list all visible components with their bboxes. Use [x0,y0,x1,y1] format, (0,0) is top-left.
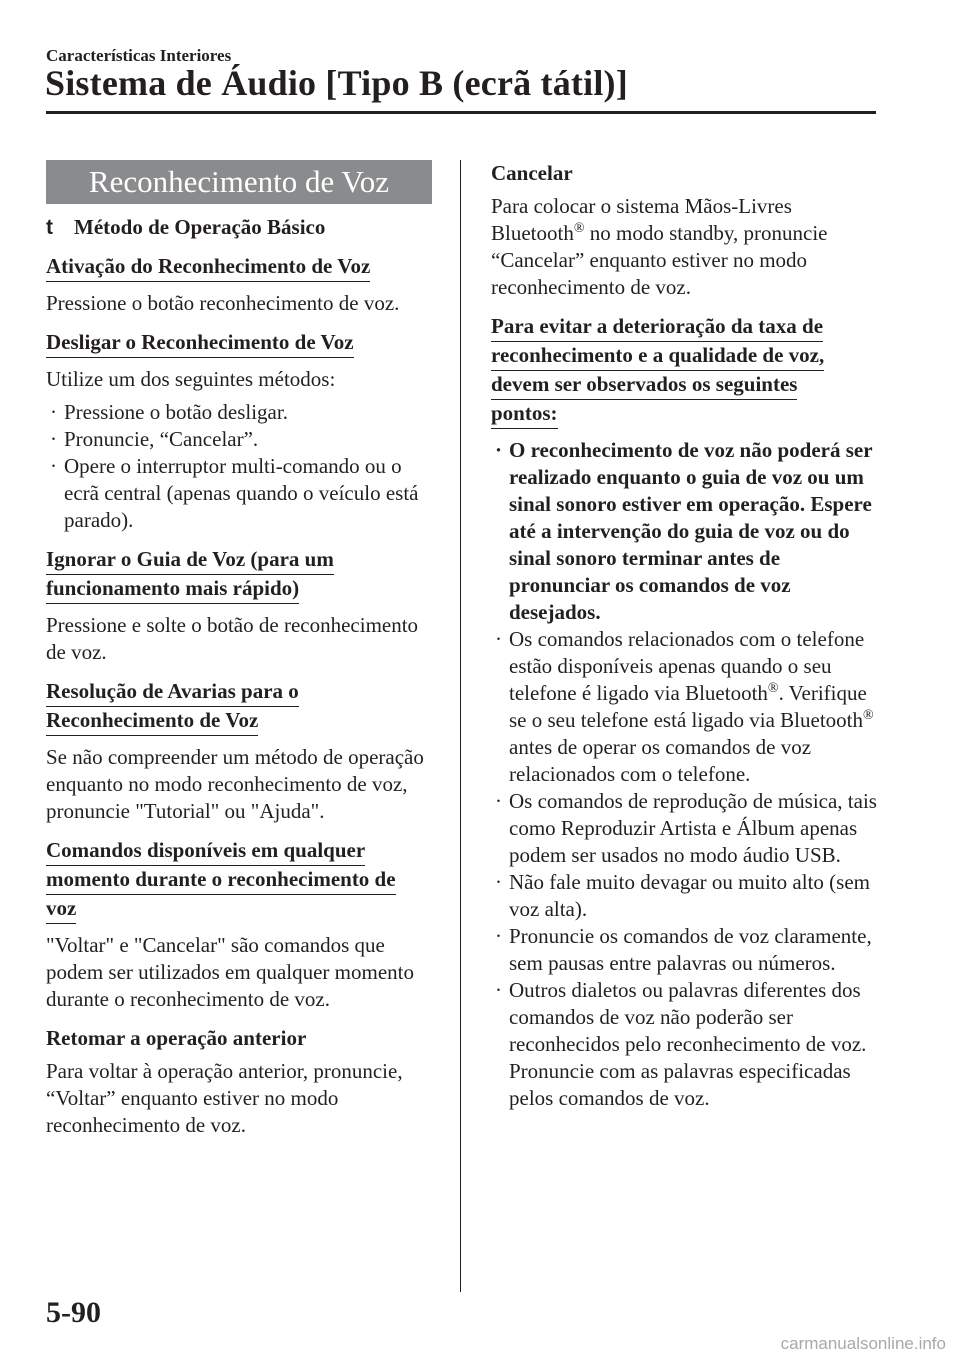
avoid-heading-line-1: Para evitar a deterioração da taxa de [491,313,823,342]
bullet-icon: · [495,438,503,462]
list-item [491,788,881,869]
list-item-text: Opere o interruptor multi-comando ou o ecrã central (apenas quando o veículo está parado). [64,454,419,532]
cancel-text-part-2: no modo standby, pronuncie “Cancelar” enquanto estiver no modo reconhecimento de voz. [491,221,828,299]
bullet-icon: · [495,870,502,894]
header-rule [46,111,876,114]
bullet-icon: · [50,427,57,451]
registered-mark: ® [573,221,585,236]
right-column [491,160,881,1112]
bullet-icon: · [495,924,502,948]
avoid-heading-line-3: devem ser observados os seguintes [491,371,797,400]
deactivate-heading: Desligar o Reconhecimento de Voz [46,329,354,358]
avoid-heading-line-2: reconhecimento e a qualidade de voz, [491,342,824,371]
list-item [491,923,881,977]
trouble-text: Se não compreender um método de operação enquanto no modo reconhecimento de voz, pronuncie "Tutorial" ou "Ajuda". [46,745,424,823]
registered-mark: ® [767,681,779,696]
anytime-text: "Voltar" e "Cancelar" são comandos que podem ser utilizados em qualquer momento durante o reconhecimento de voz. [46,933,414,1011]
page-number: 5-90 [46,1296,101,1329]
bullet-icon: · [495,789,502,813]
trouble-heading-block [46,678,436,736]
avoid-heading-block [491,313,881,429]
list-item [46,399,436,426]
anytime-heading-line-1: Comandos disponíveis em qualquer [46,837,365,866]
phone-item-part-2: . Verifique se o seu telefone está ligado via Bluetooth [509,681,867,732]
left-column [46,160,436,1143]
bullet-icon: · [495,978,502,1002]
list-item [491,869,881,923]
trouble-heading-line-2: Reconhecimento de Voz [46,707,258,736]
trouble-heading-line-1: Resolução de Avarias para o [46,678,299,707]
deactivate-list [46,399,436,534]
list-item [46,453,436,534]
bullet-icon: · [50,400,57,424]
section-banner: Reconhecimento de Voz [46,160,432,204]
skip-text: Pressione e solte o botão de reconhecimento de voz. [46,613,419,664]
skip-heading-line-1: Ignorar o Guia de Voz (para um [46,546,334,575]
anytime-heading-line-2: momento durante o reconhecimento de [46,866,396,895]
deactivate-heading-block [46,329,436,358]
section-label: Características Interiores [46,46,232,65]
list-item [491,437,881,626]
list-item [491,626,881,788]
list-item-text: Não fale muito devagar ou muito alto (sem voz alta). [509,870,870,921]
anytime-heading-block [46,837,436,924]
phone-item-part-1: Os comandos relacionados com o telefone estão disponíveis apenas quando o seu telefone é ligado via Bluetooth [509,627,865,705]
bullet-icon: · [50,454,57,478]
cancel-text [491,193,881,301]
deactivate-intro: Utilize um dos seguintes métodos: [46,367,336,391]
chapter-title: Sistema de Áudio [Tipo B (ecrã tátil)] [45,63,628,103]
skip-heading-line-2: funcionamento mais rápido) [46,575,299,604]
points-list [491,437,881,1112]
skip-heading-block [46,546,436,604]
avoid-heading-line-4: pontos: [491,400,558,429]
return-heading: Retomar a operação anterior [46,1026,307,1050]
list-item-text: Pronuncie os comandos de voz claramente, sem pausas entre palavras ou números. [509,924,872,975]
cancel-heading: Cancelar [491,161,573,185]
activate-heading-block [46,253,436,282]
list-item-text: Pressione o botão desligar. [64,400,288,424]
bullet-icon: · [495,627,502,651]
registered-mark: ® [863,708,874,723]
list-item-text: Outros dialetos ou palavras diferentes dos comandos de voz não poderão ser reconhecidos pelo reconhecimento de voz. Pronuncie com as palavras especificadas pelos comandos de voz. [509,978,867,1110]
list-item-text: O reconhecimento de voz não poderá ser realizado enquanto o guia de voz ou um sinal sonoro estiver em operação. Espere até a intervenção do guia de voz ou do sinal sonoro terminar antes de pronunciar os comandos de voz desejados. [509,438,873,624]
cancel-text-part-1: Para colocar o sistema Mãos-Livres Bluetooth [491,194,792,245]
section-marker-icon: t [46,216,53,239]
anytime-heading-line-3: voz [46,895,76,924]
activate-text: Pressione o botão reconhecimento de voz. [46,291,400,315]
activate-heading: Ativação do Reconhecimento de Voz [46,253,370,282]
method-heading-text: Método de Operação Básico [74,215,326,239]
list-item [491,977,881,1112]
method-heading [46,214,436,241]
list-item-text: Pronuncie, “Cancelar”. [64,427,259,451]
phone-item-part-3: antes de operar os comandos de voz relacionados com o telefone. [509,735,812,786]
watermark[interactable]: carmanualsonline.info [780,1334,946,1353]
list-item [46,426,436,453]
column-divider [460,160,461,1292]
return-text: Para voltar à operação anterior, pronuncie, “Voltar” enquanto estiver no modo reconhecimento de voz. [46,1059,403,1137]
list-item-text: Os comandos de reprodução de música, tais como Reproduzir Artista e Álbum apenas podem ser usados no modo áudio USB. [509,789,877,867]
